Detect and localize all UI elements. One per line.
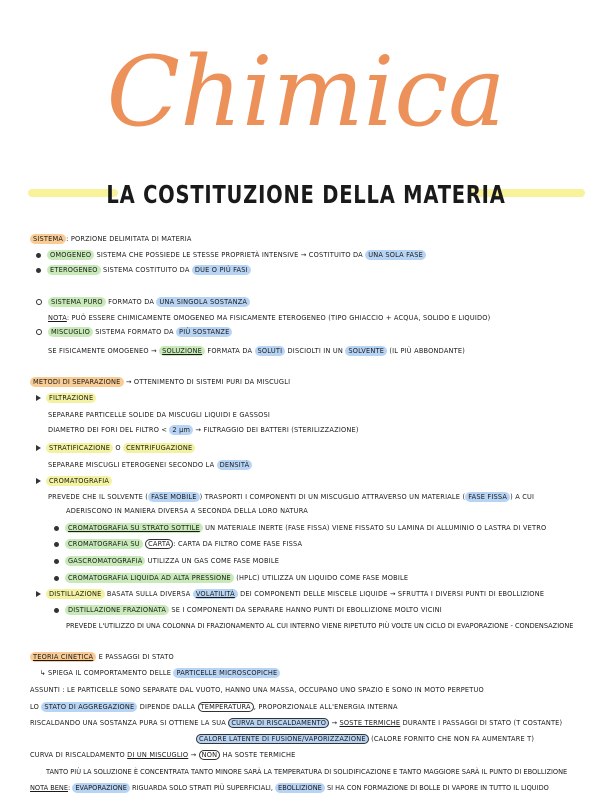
line-stratificazione: STRATIFICAZIONE O CENTRIFUGAZIONE xyxy=(36,443,195,453)
line-miscuglio: MISCUGLIO SISTEMA FORMATO DA PIÙ SOSTANZE xyxy=(36,327,232,337)
triangle-bullet-icon xyxy=(36,591,41,597)
line-hplc: CROMATOGRAFIA LIQUIDA AD ALTA PRESSIONE (HPLC) UTILIZZA UN LIQUIDO COME FASE MOBILE xyxy=(54,573,408,583)
circle-bullet-icon xyxy=(36,299,42,305)
line-filtrazione: FILTRAZIONE xyxy=(36,393,96,403)
triangle-bullet-icon xyxy=(36,395,41,401)
line-sistema-puro: SISTEMA PURO FORMATO DA UNA SINGOLA SOSTANZA xyxy=(36,297,250,307)
triangle-bullet-icon xyxy=(36,478,41,484)
line-soluzione: SE FISICAMENTE OMOGENEO → SOLUZIONE FORMATA DA SOLUTI DISCIOLTI IN UN SOLVENTE (IL PIÙ ABBONDANTE) xyxy=(48,347,466,355)
term-sistema: SISTEMA xyxy=(30,234,66,244)
line-riscaldando: RISCALDANDO UNA SOSTANZA PURA SI OTTIENE LA SUA CURVA DI RISCALDAMENTO → SOSTE TERMICHE DURANTE I PASSAGGI DI STATO (T COSTANTE) xyxy=(30,719,563,727)
line-frazionata: DISTILLAZIONE FRAZIONATA SE I COMPONENTI DA SEPARARE HANNO PUNTI DI EBOLLIZIONE MOLTO VICINI xyxy=(54,605,442,615)
script-title-text: Chimica xyxy=(106,36,506,148)
term-eterogeneo: ETEROGENEO xyxy=(47,265,101,275)
line-concentrata: TANTO PIÙ LA SOLUZIONE È CONCENTRATA TANTO MINORE SARÀ LA TEMPERATURA DI SOLIDIFICAZIONE E TANTO MAGGIORE SARÀ IL PUNTO DI EBOLLIZIONE xyxy=(46,768,568,776)
line-filtrazione-desc: SEPARARE PARTICELLE SOLIDE DA MISCUGLI LIQUIDI E GASSOSI xyxy=(48,411,271,419)
line-eterogeneo: ETEROGENEO SISTEMA COSTITUITO DA DUE O PIÙ FASI xyxy=(36,265,251,275)
line-calore-latente: CALORE LATENTE DI FUSIONE/VAPORIZZAZIONE (CALORE FORNITO CHE NON FA AUMENTARE T) xyxy=(196,734,534,744)
bullet-icon xyxy=(54,559,59,564)
term-teoria: TEORIA CINETICA xyxy=(30,652,96,662)
term-metodi: METODI DI SEPARAZIONE xyxy=(30,377,124,387)
line-sistema: SISTEMA : PORZIONE DELIMITATA DI MATERIA xyxy=(30,234,192,244)
bullet-icon xyxy=(54,542,59,547)
term-omogeneo: OMOGENEO xyxy=(47,250,94,260)
page-title: LA COSTITUZIONE DELLA MATERIA xyxy=(106,180,506,209)
line-spiega: ↳ SPIEGA IL COMPORTAMENTO DELLE PARTICELLE MICROSCOPICHE xyxy=(40,668,280,678)
line-assunti: ASSUNTI : LE PARTICELLE SONO SEPARATE DAL VUOTO, HANNO UNA MASSA, OCCUPANO UNO SPAZIO E SONO IN MOTO PERPETUO xyxy=(30,686,484,694)
script-title xyxy=(0,10,612,160)
bullet-icon xyxy=(36,253,41,258)
line-metodi: METODI DI SEPARAZIONE → OTTENIMENTO DI SISTEMI PURI DA MISCUGLI xyxy=(30,377,290,387)
bullet-icon xyxy=(54,526,59,531)
line-gascromatografia: GASCROMATOGRAFIA UTILIZZA UN GAS COME FASE MOBILE xyxy=(54,556,279,566)
line-carta: CROMATOGRAFIA SU CARTA : CARTA DA FILTRO COME FASE FISSA xyxy=(54,539,302,549)
line-densita: SEPARARE MISCUGLI ETEROGENEI SECONDO LA DENSITÀ xyxy=(48,460,252,470)
triangle-bullet-icon xyxy=(36,445,41,451)
bullet-icon xyxy=(36,268,41,273)
circle-bullet-icon xyxy=(36,329,42,335)
bullet-icon xyxy=(54,576,59,581)
line-filtro: DIAMETRO DEI FORI DEL FILTRO < 2 μm → FILTRAGGIO DEI BATTERI (STERILIZZAZIONE) xyxy=(48,426,359,434)
line-distillazione: DISTILLAZIONE BASATA SULLA DIVERSA VOLATILITÀ DEI COMPONENTI DELLE MISCELE LIQUIDE → SFRUTTA I DIVERSI PUNTI DI EBOLLIZIONE xyxy=(36,589,544,599)
line-cromatografia-desc: PREVEDE CHE IL SOLVENTE ( FASE MOBILE ) TRASPORTI I COMPONENTI DI UN MISCUGLIO ATTRAVERSO UN MATERIALE ( FASE FISSA ) A CUI xyxy=(48,493,535,501)
line-teoria: TEORIA CINETICA E PASSAGGI DI STATO xyxy=(30,652,174,662)
line-curva-miscuglio: CURVA DI RISCALDAMENTO DI UN MISCUGLIO → NON HA SOSTE TERMICHE xyxy=(30,751,296,759)
line-nota: NOTA: PUÒ ESSERE CHIMICAMENTE OMOGENEO MA FISICAMENTE ETEROGENEO (TIPO GHIACCIO + ACQUA, SOLIDO E LIQUIDO) xyxy=(48,314,491,322)
line-aderiscono: ADERISCONO IN MANIERA DIVERSA A SECONDA DELLA LORO NATURA xyxy=(66,507,308,515)
line-colonna: PREVEDE L'UTILIZZO DI UNA COLONNA DI FRAZIONAMENTO AL CUI INTERNO VIENE RIPETUTO PIÙ VOLTE UN CICLO DI EVAPORAZIONE - CONDENSAZIONE xyxy=(66,622,574,630)
line-omogeneo: OMOGENEO SISTEMA CHE POSSIEDE LE STESSE PROPRIETÀ INTENSIVE → COSTITUITO DA UNA SOLA FASE xyxy=(36,250,426,260)
line-stato-aggregazione: LO STATO DI AGGREGAZIONE DIPENDE DALLA TEMPERATURA , PROPORZIONALE ALL'ENERGIA INTERNA xyxy=(30,703,398,711)
line-strato-sottile: CROMATOGRAFIA SU STRATO SOTTILE UN MATERIALE INERTE (FASE FISSA) VIENE FISSATO SU LAMINA DI ALLUMINIO O LASTRA DI VETRO xyxy=(54,523,546,533)
bullet-icon xyxy=(54,608,59,613)
line-nota-bene: NOTA BENE: EVAPORAZIONE RIGUARDA SOLO STRATI PIÙ SUPERFICIALI, EBOLLIZIONE SI HA CON FORMAZIONE DI BOLLE DI VAPORE IN TUTTO IL LIQUIDO xyxy=(30,784,549,792)
line-cromatografia: CROMATOGRAFIA xyxy=(36,476,112,486)
